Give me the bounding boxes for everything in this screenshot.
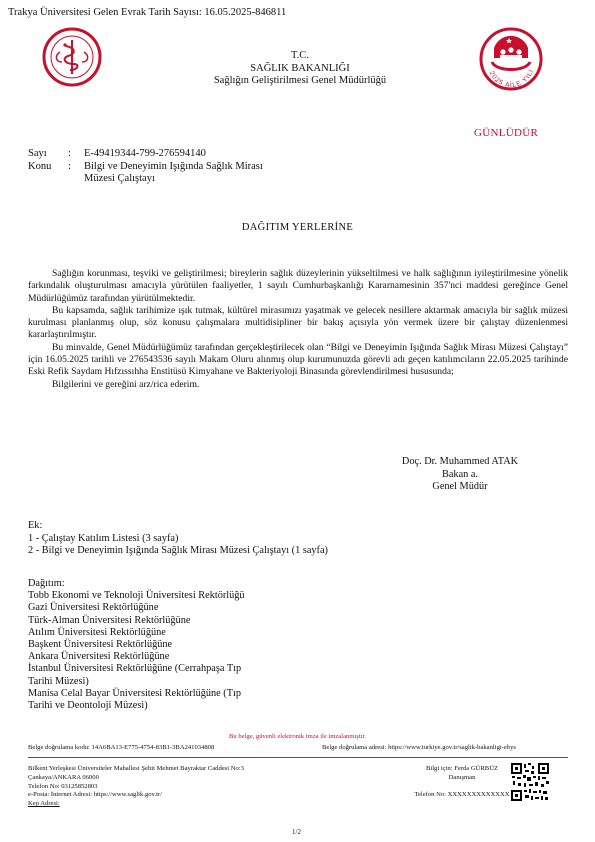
attachments-label: Ek: [28,520,43,531]
distribution-item: Gazi Üniversitesi Rektörlüğüne [28,602,159,614]
footer-eposta: e-Posta: İnternet Adresi: https://www.saglik.gov.tr/ [28,791,162,799]
sayi-colon: : [68,148,71,159]
recipient-title: DAĞITIM YERLERİNE [241,222,354,233]
signer-title-1: Bakan a. [441,468,479,480]
attachment-item: 1 - Çalıştay Katılım Listesi (3 sayfa) [28,532,179,544]
distribution-item: Ankara Üniversitesi Rektörlüğüne [28,651,170,663]
footer-address-1: Bilkent Yerleşkesi Üniversiteler Mahallesi Şehit Mehmet Bayraktar Caddesi No:3 [28,765,244,772]
qr-code-icon[interactable] [510,762,550,802]
verify-code: Belge doğrulama kodu: 14A6BA13-E775-4754-83B1-3BA241034808 [28,744,215,751]
body-paragraph-4: Bilgilerini ve gereğini arz/rica ederim. [52,378,200,390]
header-directorate: Sağlığın Geliştirilmesi Genel Müdürlüğü [213,75,387,87]
distribution-item: Tarihi Müzesi) [28,675,89,687]
konu-value-1: Bilgi ve Deneyimin Işığında Sağlık Mirası [84,160,263,172]
footer-address-2: Çankaya/ANKARA 06000 [28,773,99,781]
footer-phone: Telefon No: 03125852803 [28,782,98,790]
footer-kep: Kep Adresi: [28,800,60,808]
ministry-logo-icon [42,26,102,88]
logo-caption: 2025 AİLE YILI [487,68,536,90]
header-tc: T.C. [291,50,309,61]
signer-title-2: Genel Müdür [432,481,488,493]
family-year-logo-icon [476,26,546,96]
verify-address: Belge doğrulama adresi: https://www.turkiye.gov.tr/saglik-bakanligi-ebys [322,744,516,751]
sayi-label: Sayı [28,148,47,159]
footer-info-1: Bilgi için: Ferda GÜRBÜZ [426,765,498,772]
distribution-label: Dağıtım: [28,578,65,589]
distribution-item: Manisa Celal Bayar Üniversitesi Rektörlüğüne (Tıp [28,687,242,699]
distribution-item: Atılım Üniversitesi Rektörlüğüne [28,626,166,638]
esign-note: Bu belge, güvenli elektronik imza ile imzalanmıştır. [229,733,366,740]
konu-colon: : [68,160,71,172]
konu-value-2: Müzesi Çalıştayı [84,173,155,185]
header-ministry: SAĞLIK BAKANLIĞI [250,62,350,74]
page-number: 1/2 [292,828,301,836]
body-paragraph-2: Bu kapsamda, sağlık tarihimize ışık tutmak, kültürel mirasımızı yaşatmak ve gelecek nesillere aktarmak amacıyla bir sağlık müzesi kurulması planlanmış olup, söz konusu çalışmalara multidisipliner bir bakış açısıyla yön vermek üzere bir çalıştay düzenlenmesi kararlaştırılmıştır. [28,304,568,341]
distribution-item: İstanbul Üniversitesi Rektörlüğüne (Cerrahpaşa Tıp [28,663,242,675]
priority-label: GÜNLÜDÜR [474,127,539,139]
footer-info-3: Telefon No: XXXXXXXXXXXXX [414,790,510,798]
distribution-item: Tobb Ekonomi ve Teknoloji Üniversitesi Rektörlüğü [28,590,245,602]
body-paragraph-1: Sağlığın korunması, teşviki ve geliştirilmesi; bireylerin sağlık düzeylerinin yükseltilmesi ve halk sağlığının iyileştirilmesine yönelik farkındalık oluşturulması amacıyla yürütülen faaliyetler, 1 sayılı Cumhurbaşkanlığı Kararnamesinin 357'nci maddesi gereğince Genel Müdürlüğümüz tarafından yürütülmektedir. [28,268,568,304]
distribution-item: Türk-Alman Üniversitesi Rektörlüğüne [28,614,191,626]
sayi-value: E-49419344-799-276594140 [84,148,206,159]
body-paragraph-3: Bu minvalde, Genel Müdürlüğümüz tarafından gerçekleştirilecek olan “Bilgi ve Deneyimin Işığında Sağlık Mirası Müzesi Çalıştayı” için 16.05.2025 tarihli ve 276543536 sayılı Makam Oluru alınmış olup kurumunuzda görevli adı geçen katılımcıların 22.05.2025 tarihinde Eski Refik Saydam Hıfzıssıhha Enstitüsü Kimyahane ve Bakteriyoloji Binasında görevlendirilmesi hususunda; [28,341,568,378]
incoming-stamp: Trakya Üniversitesi Gelen Evrak Tarih Sayısı: 16.05.2025-846811 [8,7,287,18]
footer-divider [28,757,568,758]
footer-info-2: Danışman [448,773,476,781]
distribution-item: Tarihi ve Deontoloji Müzesi) [28,700,148,712]
signer-name: Doç. Dr. Muhammed ATAK [401,456,519,467]
konu-label: Konu [28,160,52,172]
distribution-item: Başkent Üniversitesi Rektörlüğüne [28,639,173,651]
attachment-item: 2 - Bilgi ve Deneyimin Işığında Sağlık Mirası Müzesi Çalıştayı (1 sayfa) [28,545,328,557]
